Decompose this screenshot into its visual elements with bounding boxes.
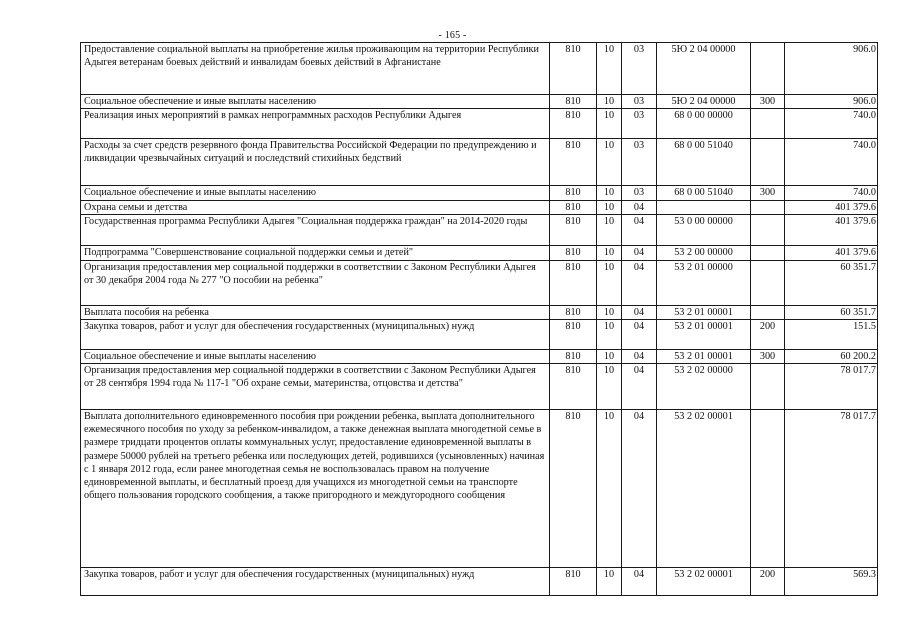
table-row	[81, 305, 878, 319]
target-code: 5Ю 2 04 00000	[657, 43, 751, 95]
expense-type-code	[751, 410, 785, 568]
expense-type-code	[751, 43, 785, 95]
section-code: 10	[597, 410, 622, 568]
subsection-code: 04	[622, 349, 657, 363]
amount: 740.0	[785, 139, 878, 186]
subsection-code: 04	[622, 410, 657, 568]
target-code	[657, 201, 751, 215]
expense-type-code	[751, 305, 785, 319]
subsection-code: 04	[622, 305, 657, 319]
expense-type-code: 200	[751, 568, 785, 596]
table-row	[81, 410, 878, 568]
row-description: Социальное обеспечение и иные выплаты населению	[81, 186, 550, 201]
row-description: Предоставление социальной выплаты на приобретение жилья проживающим на территории Республики Адыгея ветеранам боевых действий и инвалидам боевых действий в Афганистане	[81, 43, 550, 95]
subsection-code: 03	[622, 139, 657, 186]
section-code: 10	[597, 109, 622, 139]
table-row	[81, 215, 878, 246]
admin-code: 810	[550, 260, 597, 305]
admin-code: 810	[550, 139, 597, 186]
amount: 60 200.2	[785, 349, 878, 363]
expense-type-code: 200	[751, 319, 785, 349]
row-description: Подпрограмма "Совершенствование социальной поддержки семьи и детей"	[81, 246, 550, 260]
admin-code: 810	[550, 109, 597, 139]
target-code: 68 0 00 00000	[657, 109, 751, 139]
subsection-code: 04	[622, 246, 657, 260]
target-code: 68 0 00 51040	[657, 139, 751, 186]
row-description: Организация предоставления мер социальной поддержки в соответствии с Законом Республики Адыгея от 30 декабря 2004 года № 277 "О пособии на ребенка"	[81, 260, 550, 305]
page-number: - 165 -	[438, 30, 467, 41]
expense-type-code	[751, 201, 785, 215]
admin-code: 810	[550, 364, 597, 410]
table-row	[81, 201, 878, 215]
amount: 151.5	[785, 319, 878, 349]
target-code: 53 2 02 00000	[657, 364, 751, 410]
expense-type-code	[751, 139, 785, 186]
amount: 569.3	[785, 568, 878, 596]
amount: 906.0	[785, 43, 878, 95]
target-code: 53 2 01 00001	[657, 305, 751, 319]
admin-code: 810	[550, 410, 597, 568]
table-row	[81, 349, 878, 363]
target-code: 68 0 00 51040	[657, 186, 751, 201]
table-row	[81, 43, 878, 95]
target-code: 53 2 02 00001	[657, 410, 751, 568]
section-code: 10	[597, 349, 622, 363]
section-code: 10	[597, 305, 622, 319]
subsection-code: 04	[622, 319, 657, 349]
admin-code: 810	[550, 186, 597, 201]
amount: 740.0	[785, 186, 878, 201]
admin-code: 810	[550, 349, 597, 363]
section-code: 10	[597, 364, 622, 410]
row-description: Выплата пособия на ребенка	[81, 305, 550, 319]
table-row	[81, 260, 878, 305]
row-description: Государственная программа Республики Адыгея "Социальная поддержка граждан" на 2014-2020 годы	[81, 215, 550, 246]
row-description: Социальное обеспечение и иные выплаты населению	[81, 349, 550, 363]
admin-code: 810	[550, 215, 597, 246]
amount: 401 379.6	[785, 215, 878, 246]
admin-code: 810	[550, 319, 597, 349]
subsection-code: 03	[622, 43, 657, 95]
section-code: 10	[597, 186, 622, 201]
section-code: 10	[597, 568, 622, 596]
target-code: 53 2 01 00001	[657, 319, 751, 349]
section-code: 10	[597, 43, 622, 95]
section-code: 10	[597, 201, 622, 215]
amount: 401 379.6	[785, 246, 878, 260]
admin-code: 810	[550, 201, 597, 215]
section-code: 10	[597, 95, 622, 109]
expense-type-code: 300	[751, 95, 785, 109]
row-description: Закупка товаров, работ и услуг для обеспечения государственных (муниципальных) нужд	[81, 568, 550, 596]
expense-type-code	[751, 215, 785, 246]
section-code: 10	[597, 260, 622, 305]
subsection-code: 04	[622, 215, 657, 246]
subsection-code: 04	[622, 568, 657, 596]
amount: 78 017.7	[785, 410, 878, 568]
expense-type-code	[751, 260, 785, 305]
expense-type-code: 300	[751, 349, 785, 363]
section-code: 10	[597, 319, 622, 349]
table-row	[81, 95, 878, 109]
subsection-code: 04	[622, 364, 657, 410]
target-code: 53 2 01 00000	[657, 260, 751, 305]
subsection-code: 03	[622, 109, 657, 139]
section-code: 10	[597, 139, 622, 186]
target-code: 53 2 01 00001	[657, 349, 751, 363]
admin-code: 810	[550, 305, 597, 319]
table-row	[81, 319, 878, 349]
admin-code: 810	[550, 568, 597, 596]
target-code: 53 2 02 00001	[657, 568, 751, 596]
admin-code: 810	[550, 95, 597, 109]
target-code: 53 0 00 00000	[657, 215, 751, 246]
table-row	[81, 246, 878, 260]
target-code: 5Ю 2 04 00000	[657, 95, 751, 109]
table-row	[81, 139, 878, 186]
table-row	[81, 364, 878, 410]
row-description: Организация предоставления мер социальной поддержки в соответствии с Законом Республики Адыгея от 28 сентября 1994 года № 117-1 "Об охране семьи, материнства, отцовства и детства"	[81, 364, 550, 410]
row-description: Закупка товаров, работ и услуг для обеспечения государственных (муниципальных) нужд	[81, 319, 550, 349]
target-code: 53 2 00 00000	[657, 246, 751, 260]
expense-type-code	[751, 364, 785, 410]
row-description: Реализация иных мероприятий в рамках непрограммных расходов Республики Адыгея	[81, 109, 550, 139]
amount: 78 017.7	[785, 364, 878, 410]
subsection-code: 04	[622, 201, 657, 215]
expense-type-code: 300	[751, 186, 785, 201]
row-description: Выплата дополнительного единовременного пособия при рождении ребенка, выплата дополнительного ежемесячного пособия по уходу за ребенком-инвалидом, а также денежная выплата многодетной семье в размере тридцати процентов оплаты коммунальных услуг, предоставление единовременной выплаты в размере 50000 рублей на третьего ребенка или последующих детей, родившихся (усыновленных) начиная с 1 января 2012 года, если ранее многодетная семья не воспользовалась правом на получение единовременной выплаты, и бесплатный проезд для учащихся из многодетной семьи на транспорте общего пользования городского сообщения, а также пригородного и междугородного сообщения	[81, 410, 550, 568]
row-description: Расходы за счет средств резервного фонда Правительства Российской Федерации по предупреждению и ликвидации чрезвычайных ситуаций и последствий стихийных бедствий	[81, 139, 550, 186]
table-row	[81, 109, 878, 139]
amount: 401 379.6	[785, 201, 878, 215]
subsection-code: 03	[622, 186, 657, 201]
amount: 60 351.7	[785, 305, 878, 319]
admin-code: 810	[550, 246, 597, 260]
section-code: 10	[597, 215, 622, 246]
subsection-code: 03	[622, 95, 657, 109]
amount: 60 351.7	[785, 260, 878, 305]
expense-type-code	[751, 109, 785, 139]
subsection-code: 04	[622, 260, 657, 305]
budget-table	[80, 42, 878, 596]
amount: 906.0	[785, 95, 878, 109]
admin-code: 810	[550, 43, 597, 95]
row-description: Охрана семьи и детства	[81, 201, 550, 215]
table-row	[81, 568, 878, 596]
table-row	[81, 186, 878, 201]
expense-type-code	[751, 246, 785, 260]
section-code: 10	[597, 246, 622, 260]
amount: 740.0	[785, 109, 878, 139]
row-description: Социальное обеспечение и иные выплаты населению	[81, 95, 550, 109]
